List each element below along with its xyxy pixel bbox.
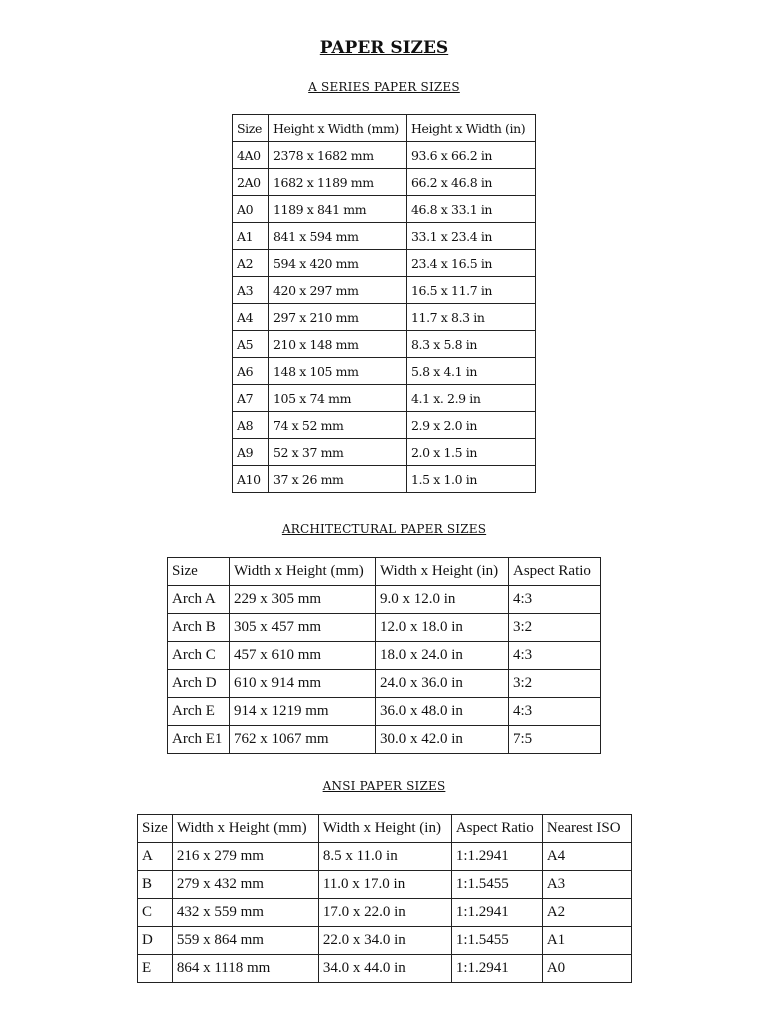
table-cell: 297 x 210 mm <box>269 304 407 331</box>
table-cell: 1189 x 841 mm <box>269 196 407 223</box>
table-row <box>233 358 536 385</box>
table-row <box>233 466 536 493</box>
table-cell: Arch C <box>168 642 230 670</box>
table-row <box>233 169 536 196</box>
column-header: Width x Height (mm) <box>230 558 376 586</box>
table-cell: 17.0 x 22.0 in <box>318 899 451 927</box>
a-series-table <box>232 114 536 493</box>
table-cell: 2.9 x 2.0 in <box>407 412 536 439</box>
table-cell: 1:1.5455 <box>451 871 542 899</box>
ansi-table-body <box>138 815 632 983</box>
a-series-heading: A SERIES PAPER SIZES <box>308 80 460 94</box>
column-header: Size <box>233 115 269 142</box>
ansi-heading: ANSI PAPER SIZES <box>322 779 446 793</box>
table-cell: 762 x 1067 mm <box>230 726 376 754</box>
table-cell: 1:1.2941 <box>451 899 542 927</box>
table-row <box>168 670 601 698</box>
column-header: Aspect Ratio <box>451 815 542 843</box>
table-cell: B <box>138 871 173 899</box>
table-cell: A2 <box>233 250 269 277</box>
a-series-table-body <box>233 115 536 493</box>
table-cell: C <box>138 899 173 927</box>
table-cell: 8.3 x 5.8 in <box>407 331 536 358</box>
table-cell: 279 x 432 mm <box>172 871 318 899</box>
table-cell: 4:3 <box>509 698 601 726</box>
table-cell: 4.1 x. 2.9 in <box>407 385 536 412</box>
architectural-heading: ARCHITECTURAL PAPER SIZES <box>281 522 487 536</box>
table-cell: A6 <box>233 358 269 385</box>
table-cell: Arch E1 <box>168 726 230 754</box>
table-cell: 66.2 x 46.8 in <box>407 169 536 196</box>
table-cell: 3:2 <box>509 670 601 698</box>
table-cell: 11.7 x 8.3 in <box>407 304 536 331</box>
table-cell: 11.0 x 17.0 in <box>318 871 451 899</box>
table-cell: A8 <box>233 412 269 439</box>
table-row <box>138 955 632 983</box>
table-row <box>138 871 632 899</box>
table-row <box>168 614 601 642</box>
table-row <box>233 439 536 466</box>
table-cell: 7:5 <box>509 726 601 754</box>
table-cell: 305 x 457 mm <box>230 614 376 642</box>
table-cell: 30.0 x 42.0 in <box>376 726 509 754</box>
column-header: Height x Width (in) <box>407 115 536 142</box>
architectural-table-body <box>168 558 601 754</box>
table-row <box>233 412 536 439</box>
column-header: Size <box>138 815 173 843</box>
table-cell: 420 x 297 mm <box>269 277 407 304</box>
table-row <box>233 196 536 223</box>
table-cell: 16.5 x 11.7 in <box>407 277 536 304</box>
table-cell: A2 <box>542 899 631 927</box>
table-cell: 52 x 37 mm <box>269 439 407 466</box>
table-row <box>233 223 536 250</box>
table-cell: 2A0 <box>233 169 269 196</box>
column-header: Width x Height (in) <box>376 558 509 586</box>
table-cell: 2378 x 1682 mm <box>269 142 407 169</box>
table-cell: 3:2 <box>509 614 601 642</box>
architectural-table <box>167 557 601 754</box>
column-header: Height x Width (mm) <box>269 115 407 142</box>
table-cell: A10 <box>233 466 269 493</box>
table-cell: A5 <box>233 331 269 358</box>
table-cell: 23.4 x 16.5 in <box>407 250 536 277</box>
table-row <box>168 642 601 670</box>
table-cell: 93.6 x 66.2 in <box>407 142 536 169</box>
ansi-table <box>137 814 632 983</box>
column-header: Nearest ISO <box>542 815 631 843</box>
table-cell: 12.0 x 18.0 in <box>376 614 509 642</box>
table-cell: 5.8 x 4.1 in <box>407 358 536 385</box>
table-cell: 610 x 914 mm <box>230 670 376 698</box>
table-cell: 33.1 x 23.4 in <box>407 223 536 250</box>
table-cell: 4:3 <box>509 586 601 614</box>
table-cell: Arch A <box>168 586 230 614</box>
table-cell: 216 x 279 mm <box>172 843 318 871</box>
table-row <box>168 698 601 726</box>
table-cell: A9 <box>233 439 269 466</box>
column-header: Width x Height (in) <box>318 815 451 843</box>
table-cell: 864 x 1118 mm <box>172 955 318 983</box>
table-cell: 1682 x 1189 mm <box>269 169 407 196</box>
table-cell: 24.0 x 36.0 in <box>376 670 509 698</box>
column-header: Aspect Ratio <box>509 558 601 586</box>
table-row <box>138 927 632 955</box>
table-cell: 2.0 x 1.5 in <box>407 439 536 466</box>
table-cell: 432 x 559 mm <box>172 899 318 927</box>
table-cell: A <box>138 843 173 871</box>
table-cell: Arch B <box>168 614 230 642</box>
table-cell: A4 <box>542 843 631 871</box>
table-cell: A1 <box>233 223 269 250</box>
table-cell: 594 x 420 mm <box>269 250 407 277</box>
column-header: Size <box>168 558 230 586</box>
table-cell: 1:1.5455 <box>451 927 542 955</box>
table-row <box>168 586 601 614</box>
table-cell: 18.0 x 24.0 in <box>376 642 509 670</box>
table-row <box>233 385 536 412</box>
table-cell: A4 <box>233 304 269 331</box>
table-cell: 4:3 <box>509 642 601 670</box>
table-cell: 36.0 x 48.0 in <box>376 698 509 726</box>
table-cell: 210 x 148 mm <box>269 331 407 358</box>
table-cell: Arch E <box>168 698 230 726</box>
table-cell: D <box>138 927 173 955</box>
table-cell: 37 x 26 mm <box>269 466 407 493</box>
table-cell: 1:1.2941 <box>451 843 542 871</box>
table-cell: A1 <box>542 927 631 955</box>
table-row <box>138 899 632 927</box>
table-cell: 841 x 594 mm <box>269 223 407 250</box>
table-cell: A3 <box>233 277 269 304</box>
table-cell: 229 x 305 mm <box>230 586 376 614</box>
table-row <box>138 843 632 871</box>
column-header: Width x Height (mm) <box>172 815 318 843</box>
table-cell: 1.5 x 1.0 in <box>407 466 536 493</box>
table-cell: 22.0 x 34.0 in <box>318 927 451 955</box>
table-cell: 914 x 1219 mm <box>230 698 376 726</box>
table-cell: 559 x 864 mm <box>172 927 318 955</box>
table-cell: 74 x 52 mm <box>269 412 407 439</box>
table-cell: 1:1.2941 <box>451 955 542 983</box>
table-cell: E <box>138 955 173 983</box>
table-cell: A0 <box>542 955 631 983</box>
table-cell: 34.0 x 44.0 in <box>318 955 451 983</box>
table-row <box>233 277 536 304</box>
table-row <box>233 142 536 169</box>
table-row <box>233 331 536 358</box>
table-row <box>233 250 536 277</box>
table-cell: 148 x 105 mm <box>269 358 407 385</box>
page-title: PAPER SIZES <box>319 38 449 58</box>
header-row <box>233 115 536 142</box>
table-cell: Arch D <box>168 670 230 698</box>
table-cell: A3 <box>542 871 631 899</box>
table-cell: 105 x 74 mm <box>269 385 407 412</box>
header-row <box>138 815 632 843</box>
table-cell: 457 x 610 mm <box>230 642 376 670</box>
table-cell: 9.0 x 12.0 in <box>376 586 509 614</box>
header-row <box>168 558 601 586</box>
table-row <box>168 726 601 754</box>
table-cell: A7 <box>233 385 269 412</box>
table-cell: 8.5 x 11.0 in <box>318 843 451 871</box>
table-cell: A0 <box>233 196 269 223</box>
table-cell: 4A0 <box>233 142 269 169</box>
table-cell: 46.8 x 33.1 in <box>407 196 536 223</box>
table-row <box>233 304 536 331</box>
